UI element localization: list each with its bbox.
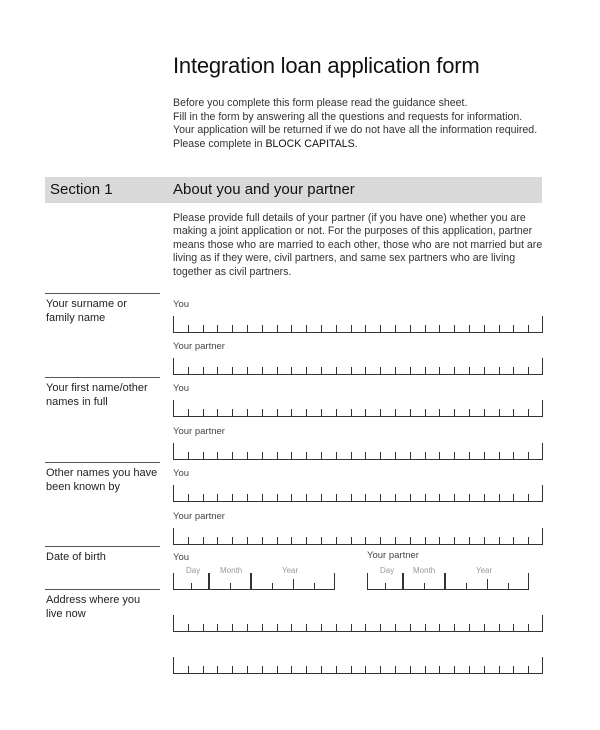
box-tick (173, 485, 174, 501)
box-tick (306, 452, 307, 459)
box-tick (230, 583, 231, 589)
intro-line: Fill in the form by answering all the questions and requests for information. (173, 110, 523, 123)
box-tick (499, 409, 500, 416)
box-tick (351, 452, 352, 459)
box-tick (203, 452, 204, 459)
box-tick (410, 494, 411, 501)
box-tick (466, 583, 467, 589)
box-tick (410, 452, 411, 459)
box-tick (217, 452, 218, 459)
box-tick (542, 528, 543, 544)
box-tick (425, 494, 426, 501)
box-tick (542, 485, 543, 501)
box-tick (454, 367, 455, 374)
box-tick (528, 573, 529, 589)
box-tick (262, 367, 263, 374)
box-tick (365, 325, 366, 332)
box-tick (513, 367, 514, 374)
box-tick (469, 325, 470, 332)
box-tick (403, 573, 404, 589)
box-tick (425, 325, 426, 332)
partner-caption: Your partner (173, 426, 225, 437)
box-tick (291, 494, 292, 501)
box-tick (291, 325, 292, 332)
box-tick (173, 657, 174, 673)
box-tick (528, 494, 529, 501)
box-tick (439, 494, 440, 501)
box-tick (247, 409, 248, 416)
box-tick (334, 573, 335, 589)
box-tick (291, 367, 292, 374)
box-tick (542, 657, 543, 673)
intro-line: Your application will be returned if we do not have all the information required. (173, 124, 538, 137)
box-tick (499, 666, 500, 673)
box-tick (321, 666, 322, 673)
box-tick (321, 452, 322, 459)
box-tick (351, 325, 352, 332)
day-caption: Day (380, 566, 395, 575)
you-caption: You (173, 468, 190, 479)
box-tick (513, 494, 514, 501)
box-tick (484, 624, 485, 631)
box-tick (203, 409, 204, 416)
box-tick (321, 367, 322, 374)
box-tick (321, 409, 322, 416)
field-divider (45, 377, 160, 378)
box-tick (528, 537, 529, 544)
box-tick (203, 494, 204, 501)
box-tick (247, 367, 248, 374)
box-tick (484, 325, 485, 332)
box-tick (385, 583, 386, 589)
box-tick (395, 409, 396, 416)
box-tick (454, 624, 455, 631)
box-tick (484, 666, 485, 673)
box-tick (217, 325, 218, 332)
box-tick (247, 452, 248, 459)
block-capitals-emphasis: BLOCK CAPITALS (265, 137, 355, 150)
label-line: Your surname or (46, 298, 127, 310)
box-tick (513, 537, 514, 544)
box-tick (469, 624, 470, 631)
form-title: Integration loan application form (173, 53, 480, 78)
box-tick (410, 666, 411, 673)
box-tick (262, 537, 263, 544)
box-tick (365, 537, 366, 544)
day-caption: Day (186, 566, 201, 575)
section-title: About you and your partner (173, 181, 355, 198)
box-tick (499, 537, 500, 544)
box-tick (395, 367, 396, 374)
box-tick (277, 367, 278, 374)
box-tick (454, 452, 455, 459)
box-tick (173, 615, 174, 631)
box-tick (542, 358, 543, 374)
box-tick (469, 494, 470, 501)
box-tick (395, 494, 396, 501)
box-tick (277, 537, 278, 544)
box-tick (454, 494, 455, 501)
box-tick (191, 583, 192, 589)
box-tick (380, 666, 381, 673)
box-tick (277, 494, 278, 501)
box-tick (291, 452, 292, 459)
box-tick (484, 452, 485, 459)
box-tick (425, 409, 426, 416)
section-description: Please provide full details of your partner (if you have one) whether you are making a joint application or not. For the purposes of this application, partner means those who are married to each other, those who are not married but are living as if they were, civil partners, and same sex partners who are living together as civil partners. (173, 212, 543, 278)
box-tick (380, 494, 381, 501)
dob-partner-day-boxes[interactable] (367, 573, 403, 590)
box-tick (217, 666, 218, 673)
box-tick (217, 367, 218, 374)
box-tick (291, 409, 292, 416)
box-tick (277, 666, 278, 673)
dob-label: Date of birth (46, 551, 106, 563)
intro-line: Before you complete this form please read the guidance sheet. (173, 97, 468, 109)
box-tick (365, 666, 366, 673)
box-tick (425, 452, 426, 459)
box-tick (380, 624, 381, 631)
box-tick (262, 494, 263, 501)
box-tick (262, 666, 263, 673)
box-tick (262, 325, 263, 332)
box-tick (439, 666, 440, 673)
box-tick (351, 537, 352, 544)
box-tick (217, 494, 218, 501)
box-tick (277, 624, 278, 631)
box-tick (336, 367, 337, 374)
box-tick (439, 537, 440, 544)
box-tick (508, 583, 509, 589)
box-tick (484, 494, 485, 501)
box-tick (262, 624, 263, 631)
box-tick (173, 573, 174, 589)
dob-partner-caption: Your partner (367, 550, 419, 561)
you-caption: You (173, 383, 190, 394)
you-caption: You (173, 299, 190, 310)
box-tick (528, 452, 529, 459)
intro-line-prefix: Please complete in (173, 137, 266, 150)
box-tick (380, 367, 381, 374)
label-line: been known by (46, 481, 120, 493)
box-tick (513, 452, 514, 459)
box-tick (542, 443, 543, 459)
box-tick (217, 624, 218, 631)
box-tick (487, 579, 488, 589)
box-tick (247, 624, 248, 631)
partner-caption: Your partner (173, 511, 225, 522)
box-tick (321, 494, 322, 501)
box-tick (351, 624, 352, 631)
box-tick (232, 325, 233, 332)
box-tick (425, 537, 426, 544)
first-name-label (46, 381, 164, 409)
other-names-you-boxes[interactable] (173, 485, 543, 502)
box-tick (484, 367, 485, 374)
dob-you-month-boxes[interactable] (209, 573, 251, 590)
box-tick (395, 325, 396, 332)
box-tick (499, 624, 500, 631)
address-line-2-boxes[interactable] (173, 657, 543, 674)
surname-label (46, 297, 164, 325)
box-tick (454, 409, 455, 416)
intro-text (173, 97, 537, 151)
other-names-label (46, 466, 164, 494)
box-tick (469, 666, 470, 673)
intro-line (173, 138, 537, 152)
box-tick (232, 537, 233, 544)
box-tick (380, 452, 381, 459)
label-line: Your first name/other (46, 382, 148, 394)
box-tick (203, 537, 204, 544)
label-line: Address where you (46, 594, 141, 606)
box-tick (272, 583, 273, 589)
box-tick (380, 325, 381, 332)
section-number: Section 1 (50, 181, 113, 198)
address-line-1-boxes[interactable] (173, 615, 543, 632)
field-divider (45, 546, 160, 547)
box-tick (314, 583, 315, 589)
box-tick (499, 494, 500, 501)
box-tick (321, 624, 322, 631)
box-tick (513, 624, 514, 631)
box-tick (469, 537, 470, 544)
dob-partner-year-boxes[interactable] (445, 573, 529, 590)
year-caption: Year (476, 566, 493, 575)
box-tick (306, 325, 307, 332)
box-tick (232, 409, 233, 416)
box-tick (542, 316, 543, 332)
box-tick (306, 537, 307, 544)
dob-you-caption: You (173, 552, 190, 563)
box-tick (336, 494, 337, 501)
box-tick (336, 452, 337, 459)
box-tick (484, 537, 485, 544)
box-tick (291, 666, 292, 673)
box-tick (277, 452, 278, 459)
box-tick (395, 624, 396, 631)
box-tick (439, 624, 440, 631)
box-tick (262, 452, 263, 459)
box-tick (321, 325, 322, 332)
box-tick (365, 494, 366, 501)
box-tick (247, 325, 248, 332)
box-tick (232, 494, 233, 501)
box-tick (232, 452, 233, 459)
box-tick (232, 367, 233, 374)
field-divider (45, 462, 160, 463)
box-tick (454, 325, 455, 332)
box-tick (395, 537, 396, 544)
box-tick (306, 409, 307, 416)
box-tick (217, 409, 218, 416)
box-tick (203, 325, 204, 332)
box-tick (513, 325, 514, 332)
box-tick (528, 367, 529, 374)
box-tick (425, 666, 426, 673)
box-tick (351, 494, 352, 501)
box-tick (365, 624, 366, 631)
box-tick (336, 666, 337, 673)
box-tick (424, 583, 425, 589)
box-tick (395, 666, 396, 673)
box-tick (188, 494, 189, 501)
box-tick (439, 452, 440, 459)
box-tick (365, 452, 366, 459)
other-names-partner-boxes[interactable] (173, 528, 543, 545)
box-tick (380, 409, 381, 416)
box-tick (439, 409, 440, 416)
label-line: family name (46, 312, 106, 324)
box-tick (367, 573, 368, 589)
box-tick (336, 624, 337, 631)
box-tick (439, 367, 440, 374)
box-tick (251, 573, 252, 589)
box-tick (232, 624, 233, 631)
year-caption: Year (282, 566, 299, 575)
box-tick (306, 367, 307, 374)
label-line: names in full (46, 396, 108, 408)
box-tick (410, 537, 411, 544)
box-tick (188, 624, 189, 631)
box-tick (542, 615, 543, 631)
box-tick (247, 494, 248, 501)
box-tick (188, 409, 189, 416)
box-tick (499, 367, 500, 374)
field-divider (45, 293, 160, 294)
box-tick (542, 400, 543, 416)
first-name-partner-boxes[interactable] (173, 443, 543, 460)
surname-you-boxes[interactable] (173, 316, 543, 333)
address-label (46, 593, 164, 621)
intro-line-suffix: . (354, 137, 358, 150)
month-caption: Month (220, 566, 243, 575)
box-tick (365, 409, 366, 416)
box-tick (277, 409, 278, 416)
box-tick (336, 537, 337, 544)
box-tick (188, 452, 189, 459)
box-tick (410, 409, 411, 416)
box-tick (513, 666, 514, 673)
box-tick (410, 367, 411, 374)
box-tick (528, 666, 529, 673)
box-tick (410, 624, 411, 631)
label-line: Other names you have (46, 467, 158, 479)
box-tick (351, 409, 352, 416)
box-tick (188, 325, 189, 332)
box-tick (291, 624, 292, 631)
dob-you-day-boxes[interactable] (173, 573, 209, 590)
box-tick (454, 666, 455, 673)
box-tick (188, 537, 189, 544)
box-tick (321, 537, 322, 544)
box-tick (247, 537, 248, 544)
box-tick (173, 358, 174, 374)
box-tick (395, 452, 396, 459)
box-tick (336, 409, 337, 416)
box-tick (203, 367, 204, 374)
box-tick (203, 666, 204, 673)
box-tick (445, 573, 446, 589)
box-tick (173, 443, 174, 459)
box-tick (469, 409, 470, 416)
box-tick (306, 624, 307, 631)
box-tick (188, 666, 189, 673)
field-divider (45, 589, 160, 590)
box-tick (173, 528, 174, 544)
label-line: live now (46, 608, 86, 620)
dob-you-year-boxes[interactable] (251, 573, 335, 590)
box-tick (499, 452, 500, 459)
box-tick (513, 409, 514, 416)
box-tick (499, 325, 500, 332)
box-tick (217, 537, 218, 544)
box-tick (173, 400, 174, 416)
box-tick (469, 452, 470, 459)
first-name-you-boxes[interactable] (173, 400, 543, 417)
box-tick (528, 624, 529, 631)
box-tick (203, 624, 204, 631)
box-tick (528, 409, 529, 416)
box-tick (188, 367, 189, 374)
box-tick (262, 409, 263, 416)
box-tick (439, 325, 440, 332)
box-tick (484, 409, 485, 416)
box-tick (277, 325, 278, 332)
box-tick (425, 367, 426, 374)
box-tick (173, 316, 174, 332)
box-tick (247, 666, 248, 673)
box-tick (232, 666, 233, 673)
partner-caption: Your partner (173, 341, 225, 352)
box-tick (425, 624, 426, 631)
box-tick (454, 537, 455, 544)
box-tick (351, 367, 352, 374)
box-tick (410, 325, 411, 332)
box-tick (380, 537, 381, 544)
box-tick (293, 579, 294, 589)
box-tick (336, 325, 337, 332)
box-tick (351, 666, 352, 673)
box-tick (528, 325, 529, 332)
box-tick (306, 494, 307, 501)
box-tick (365, 367, 366, 374)
box-tick (291, 537, 292, 544)
box-tick (469, 367, 470, 374)
dob-partner-month-boxes[interactable] (403, 573, 445, 590)
surname-partner-boxes[interactable] (173, 358, 543, 375)
box-tick (306, 666, 307, 673)
box-tick (209, 573, 210, 589)
month-caption: Month (413, 566, 436, 575)
